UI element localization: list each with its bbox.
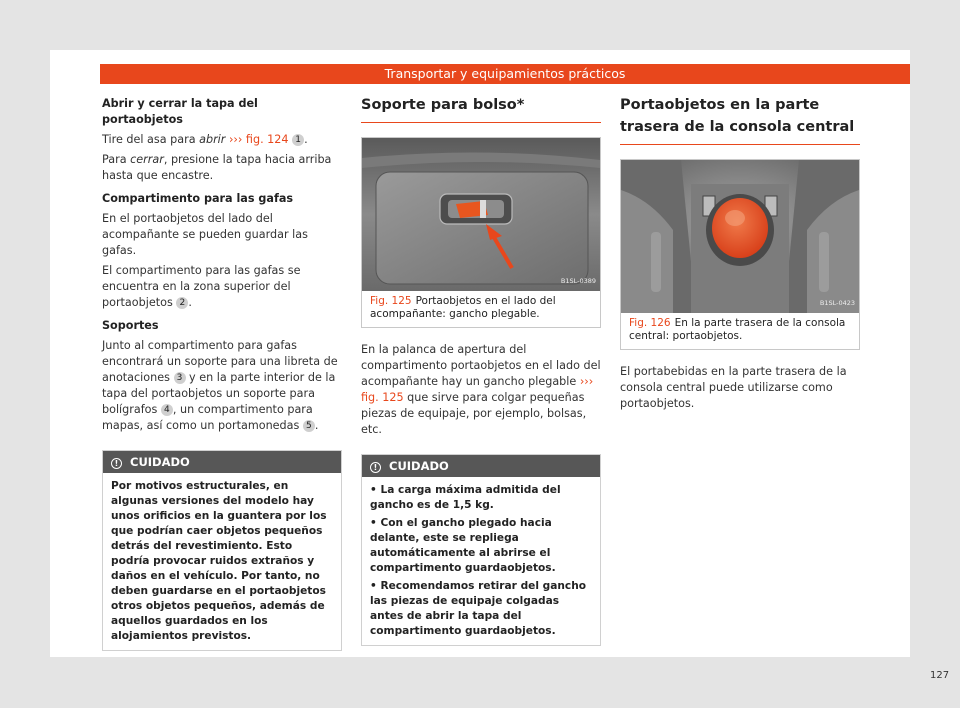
section-title-bag-holder: Soporte para bolso* xyxy=(361,94,601,123)
figure-image-rear-console xyxy=(621,160,859,313)
subheading-glasses: Compartimento para las gafas xyxy=(102,192,294,205)
figure-link-124[interactable]: ››› fig. 124 xyxy=(228,133,289,146)
column-1 xyxy=(102,94,342,651)
caution-bullet: • Con el gancho plegado hacia delante, este se repliega automáticamente al abrirse el compartimento guardaobjetos. xyxy=(370,517,556,574)
figure-126 xyxy=(620,159,860,350)
figure-caption: Fig. 125 Portaobjetos en el lado del acompañante: gancho plegable. xyxy=(370,295,556,320)
paragraph-glasses: En el portaobjetos del lado del acompañante se pueden guardar las gafas. xyxy=(102,212,308,257)
page xyxy=(50,50,950,681)
section-title-rear-console: Portaobjetos en la parte trasera de la consola central xyxy=(620,94,860,145)
column-3 xyxy=(620,94,860,412)
paragraph-bag-hook: En la palanca de apertura del compartimento portaobjetos en el lado del acompañante hay un gancho plegable ››› fig. 125 que sirve para colgar pequeñas piezas de equipaje, por ejemplo, bolsas, etc. xyxy=(361,343,601,436)
callout-number: 1 xyxy=(292,134,304,146)
figure-link-125[interactable]: ››› fig. 125 xyxy=(361,375,594,404)
callout-number: 2 xyxy=(176,297,188,309)
callout-number: 5 xyxy=(303,420,315,432)
paragraph-close: Para cerrar, presione la tapa hacia arriba hasta que encastre. xyxy=(102,153,332,182)
paragraph-rear-console: El portabebidas en la parte trasera de la consola central puede utilizarse como portaobjetos. xyxy=(620,365,847,410)
glovebox-hook-illustration xyxy=(362,138,600,291)
caution-bullets xyxy=(362,477,600,645)
figure-code: B1SL-0389 xyxy=(560,277,596,285)
caution-icon: ! xyxy=(111,458,122,469)
subheading-open-close: Abrir y cerrar la tapa del portaobjetos xyxy=(102,97,258,126)
figure-125 xyxy=(361,137,601,328)
paragraph-supports: Junto al compartimento para gafas encontrará un soporte para una libreta de anotaciones 3 y en la parte interior de la tapa del portaobjetos un soporte para bolígrafos 4 , un compartimento para mapas, así como un portamonedas 5 . xyxy=(102,339,338,432)
caution-icon: ! xyxy=(370,462,381,473)
subheading-supports: Soportes xyxy=(102,319,159,332)
caution-box xyxy=(361,454,601,646)
figure-code: B1SL-0423 xyxy=(819,299,855,307)
caution-header: ! CUIDADO xyxy=(103,451,341,473)
caution-text: Por motivos estructurales, en algunas versiones del modelo hay unos orificios en la guantera por los que podrían caer objetos pequeños detrás del revestimiento. Esto podría provocar ruidos extraños y daños en el vehículo. Por tanto, no deben guardarse en el portaobjetos otros objetos pequeños, además de aquellos guardados en los alojamientos previstos. xyxy=(111,480,327,642)
figure-image-glovebox-hook xyxy=(362,138,600,291)
caution-header: ! CUIDADO xyxy=(362,455,600,477)
caution-bullet: • La carga máxima admitida del gancho es de 1,5 kg. xyxy=(370,484,561,511)
callout-number: 3 xyxy=(174,372,186,384)
caution-box xyxy=(102,450,342,651)
caution-bullet: • Recomendamos retirar del gancho las piezas de equipaje colgadas antes de abrir la tapa del compartimento guardaobjetos. xyxy=(370,580,587,637)
section-header-bar: Transportar y equipamientos prácticos xyxy=(100,64,910,84)
rear-console-illustration xyxy=(621,160,859,313)
page-number: 127 xyxy=(930,670,950,681)
callout-number: 4 xyxy=(161,404,173,416)
figure-caption: Fig. 126 En la parte trasera de la consola central: portaobjetos. xyxy=(629,317,846,342)
paragraph-open: Tire del asa para abrir ››› fig. 124 1 . xyxy=(102,133,308,146)
column-2 xyxy=(361,94,601,646)
paragraph-glasses-location: El compartimento para las gafas se encuentra en la zona superior del portaobjetos 2 . xyxy=(102,264,301,309)
